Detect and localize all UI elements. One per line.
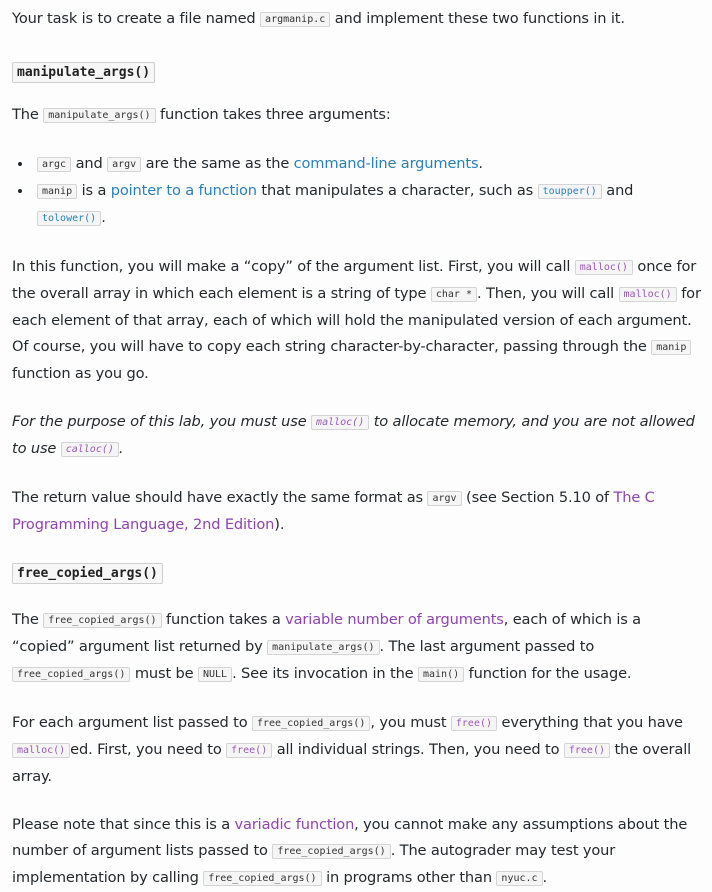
- text: For each argument list passed to: [12, 714, 252, 731]
- intro-paragraph: [12, 6, 706, 33]
- inline-code: argv: [427, 491, 461, 506]
- text: function takes a: [161, 611, 286, 628]
- text: , each of which is a “copied” argument list returned by: [12, 611, 641, 655]
- text: function as you go.: [12, 365, 149, 382]
- inline-code: manip: [37, 184, 77, 199]
- inline-code: argv: [107, 157, 141, 172]
- text: and implement these two functions in it.: [330, 10, 625, 27]
- link-pointer-to-function[interactable]: pointer to a function: [110, 182, 257, 199]
- paragraph: [12, 254, 706, 387]
- text: For the purpose of this lab, you must use: [12, 413, 312, 430]
- list-item: [33, 178, 706, 232]
- text: . The autograder may test your implementation by calling: [12, 842, 616, 886]
- inline-code: NULL: [198, 667, 232, 682]
- inline-code: char *: [431, 287, 477, 302]
- inline-code: free_copied_args(): [12, 667, 130, 682]
- inline-code-link-free[interactable]: free(): [226, 743, 272, 758]
- inline-code-link-malloc[interactable]: malloc(): [12, 743, 70, 758]
- inline-code: free_copied_args(): [43, 613, 161, 628]
- text: to allocate memory, and you are not allowed to use: [12, 413, 695, 457]
- heading-code: manipulate_args(): [12, 62, 155, 83]
- link-variadic-function[interactable]: variadic function: [234, 816, 355, 833]
- note-paragraph: [12, 409, 706, 463]
- inline-code-link-malloc[interactable]: malloc(): [619, 287, 677, 302]
- text: .: [101, 209, 106, 226]
- inline-code: free_copied_args(): [252, 716, 370, 731]
- paragraph: [12, 102, 706, 129]
- inline-code: manipulate_args(): [267, 640, 379, 655]
- text: . Then, you will call: [476, 285, 619, 302]
- argument-list: [12, 151, 706, 232]
- paragraph: [12, 607, 706, 688]
- text: once for the overall array in which each element is a string of type: [12, 258, 697, 302]
- paragraph: [12, 710, 706, 790]
- list-item: [33, 151, 706, 178]
- text: The: [12, 106, 44, 123]
- text: . The last argument passed to: [379, 638, 595, 655]
- inline-code: free_copied_args(): [272, 844, 390, 859]
- text: .: [478, 155, 483, 172]
- inline-code-link-free[interactable]: free(): [564, 743, 610, 758]
- text: for each element of that array, each of which will hold the manipulated version of each argument. Of course, you will have to copy each string character-by-character, passing through the: [12, 285, 701, 355]
- paragraph: [12, 485, 706, 538]
- inline-code-link-tolower[interactable]: tolower(): [37, 211, 101, 226]
- inline-code: manipulate_args(): [43, 108, 155, 123]
- paragraph: [12, 812, 706, 892]
- text: ).: [274, 516, 285, 533]
- inline-code: free_copied_args(): [203, 871, 321, 886]
- text: ed. First, you need to: [70, 741, 227, 758]
- text: must be: [130, 665, 198, 682]
- text: function for the usage.: [464, 665, 632, 682]
- text: , you must: [370, 714, 451, 731]
- text: the overall array.: [12, 741, 692, 785]
- link-variable-number-of-arguments[interactable]: variable number of arguments: [285, 611, 504, 628]
- text: function takes three arguments:: [155, 106, 391, 123]
- inline-code: main(): [418, 667, 464, 682]
- text: are the same as the: [141, 155, 294, 172]
- inline-code-link-calloc[interactable]: calloc(): [61, 442, 119, 457]
- link-c-programming-language[interactable]: The C Programming Language, 2nd Edition: [12, 489, 655, 533]
- text: . See its invocation in the: [232, 665, 418, 682]
- section-heading-free-copied-args: [12, 560, 706, 587]
- text: all individual strings. Then, you need to: [272, 741, 564, 758]
- link-command-line-arguments[interactable]: command-line arguments: [293, 155, 479, 172]
- inline-code: argmanip.c: [260, 12, 330, 27]
- text: (see Section 5.10 of: [461, 489, 614, 506]
- heading-code: free_copied_args(): [12, 563, 163, 584]
- text: that manipulates a character, such as: [256, 182, 538, 199]
- text: .: [542, 869, 548, 886]
- inline-code-link-toupper[interactable]: toupper(): [538, 184, 602, 199]
- text: Your task is to create a file named: [12, 10, 261, 27]
- section-heading-manipulate-args: [12, 59, 706, 86]
- inline-code-link-malloc[interactable]: malloc(): [575, 260, 633, 275]
- inline-code: manip: [651, 340, 691, 355]
- inline-code-link-malloc[interactable]: malloc(): [311, 415, 369, 430]
- text: everything that you have: [497, 714, 683, 731]
- inline-code: argc: [37, 157, 71, 172]
- inline-code: nyuc.c: [496, 871, 542, 886]
- text: and: [71, 155, 108, 172]
- inline-code-link-free[interactable]: free(): [451, 716, 497, 731]
- text: , you cannot make any assumptions about the number of argument lists passed to: [12, 816, 688, 859]
- text: .: [118, 440, 124, 457]
- text: The return value should have exactly the same format as: [12, 489, 428, 506]
- text: in programs other than: [321, 869, 497, 886]
- text: The: [12, 611, 44, 628]
- text: is a: [77, 182, 111, 199]
- text: In this function, you will make a “copy” of the argument list. First, you will call: [12, 258, 575, 275]
- text: and: [601, 182, 634, 199]
- text: Please note that since this is a: [12, 816, 235, 833]
